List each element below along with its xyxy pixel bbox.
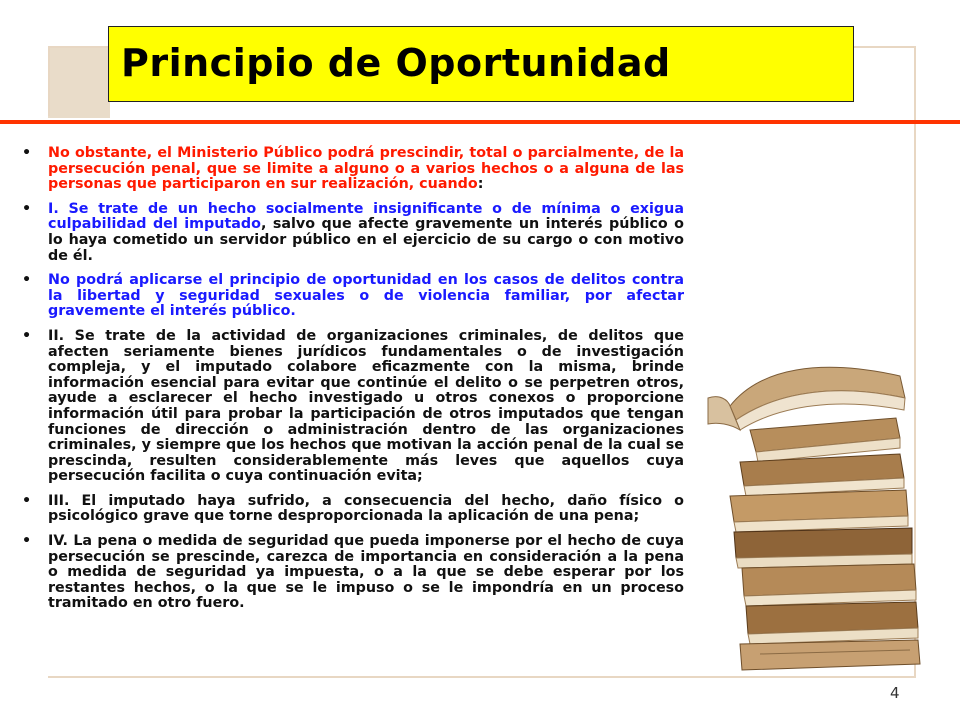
paragraph-text-segment: , salvo que afecte gravemente un interés público o lo haya cometido un servidor público en el ejercicio de su cargo o con motivo de él. bbox=[48, 216, 684, 264]
frame-left-line bbox=[48, 46, 50, 116]
paragraph-text-segment: III. El imputado haya sufrido, a consecuencia del hecho, daño físico o psicológico grave que torne desproporcionada la aplicación de una pena; bbox=[48, 492, 684, 525]
paragraph-text-segment: II. Se trate de la actividad de organizaciones criminales, de delitos que afecten seriamente bienes jurídicos fundamentales o de investigación compleja, y el imputado colabore eficazmente con la misma, brinde información esencial para evitar que continúe el delito o se perpetren otros, ayude a esclarecer el hecho investigado u otros conexos o proporcione información útil para probar la participación de otros imputados que tengan funciones de dirección o administración dentro de las organizaciones criminales, y siempre que los hechos que motivan la acción penal de la cual se prescinda, resulten considerablemente más leves que aquellos cuya persecución facilita o cuya continuación evita; bbox=[48, 327, 684, 485]
stack-of-books-icon bbox=[700, 358, 922, 674]
paragraph-text-segment: IV. La pena o medida de seguridad que pueda imponerse por el hecho de cuya persecución se prescinde, carezca de importancia en consideración a la pena o medida de seguridad ya impuesta, o a la que se debe esperar por los restantes hechos, o la que se le impuso o se le impondría en un proceso tramitado en otro fuero. bbox=[48, 533, 684, 612]
bullet-paragraph bbox=[22, 494, 684, 525]
bullet-icon: • bbox=[22, 327, 32, 344]
frame-bottom-line bbox=[48, 676, 916, 678]
page-number: 4 bbox=[890, 684, 900, 702]
paragraph-text-segment: No podrá aplicarse el principio de oportunidad en los casos de delitos contra la libertad y seguridad sexuales o de violencia familiar, por afectar gravemente el interés público. bbox=[48, 272, 684, 320]
bullet-paragraph bbox=[22, 273, 684, 320]
title-underline-rule bbox=[0, 120, 960, 124]
bullet-icon: • bbox=[22, 492, 32, 509]
paragraph-text-segment: : bbox=[477, 176, 484, 193]
bullet-list bbox=[22, 146, 684, 621]
bullet-icon: • bbox=[22, 533, 32, 550]
bullet-icon: • bbox=[22, 145, 32, 161]
slide-title: Principio de Oportunidad bbox=[121, 41, 671, 85]
bullet-icon: • bbox=[22, 272, 32, 289]
bullet-icon: • bbox=[22, 200, 32, 217]
bullet-paragraph bbox=[22, 202, 684, 264]
bullet-paragraph bbox=[22, 329, 684, 485]
decorative-tan-block bbox=[48, 46, 110, 118]
paragraph-text-segment: No obstante, el Ministerio Público podrá prescindir, total o parcialmente, de la persecución penal, que se limite a alguno o a varios hechos o a alguna de las personas que participaron en sur realización, cuando bbox=[48, 145, 684, 193]
title-box bbox=[108, 26, 854, 102]
bullet-paragraph bbox=[22, 146, 684, 193]
paragraph-text-segment: I. Se trate de un hecho socialmente insignificante o de mínima o exigua culpabilidad del imputado bbox=[48, 200, 684, 233]
bullet-paragraph bbox=[22, 534, 684, 612]
